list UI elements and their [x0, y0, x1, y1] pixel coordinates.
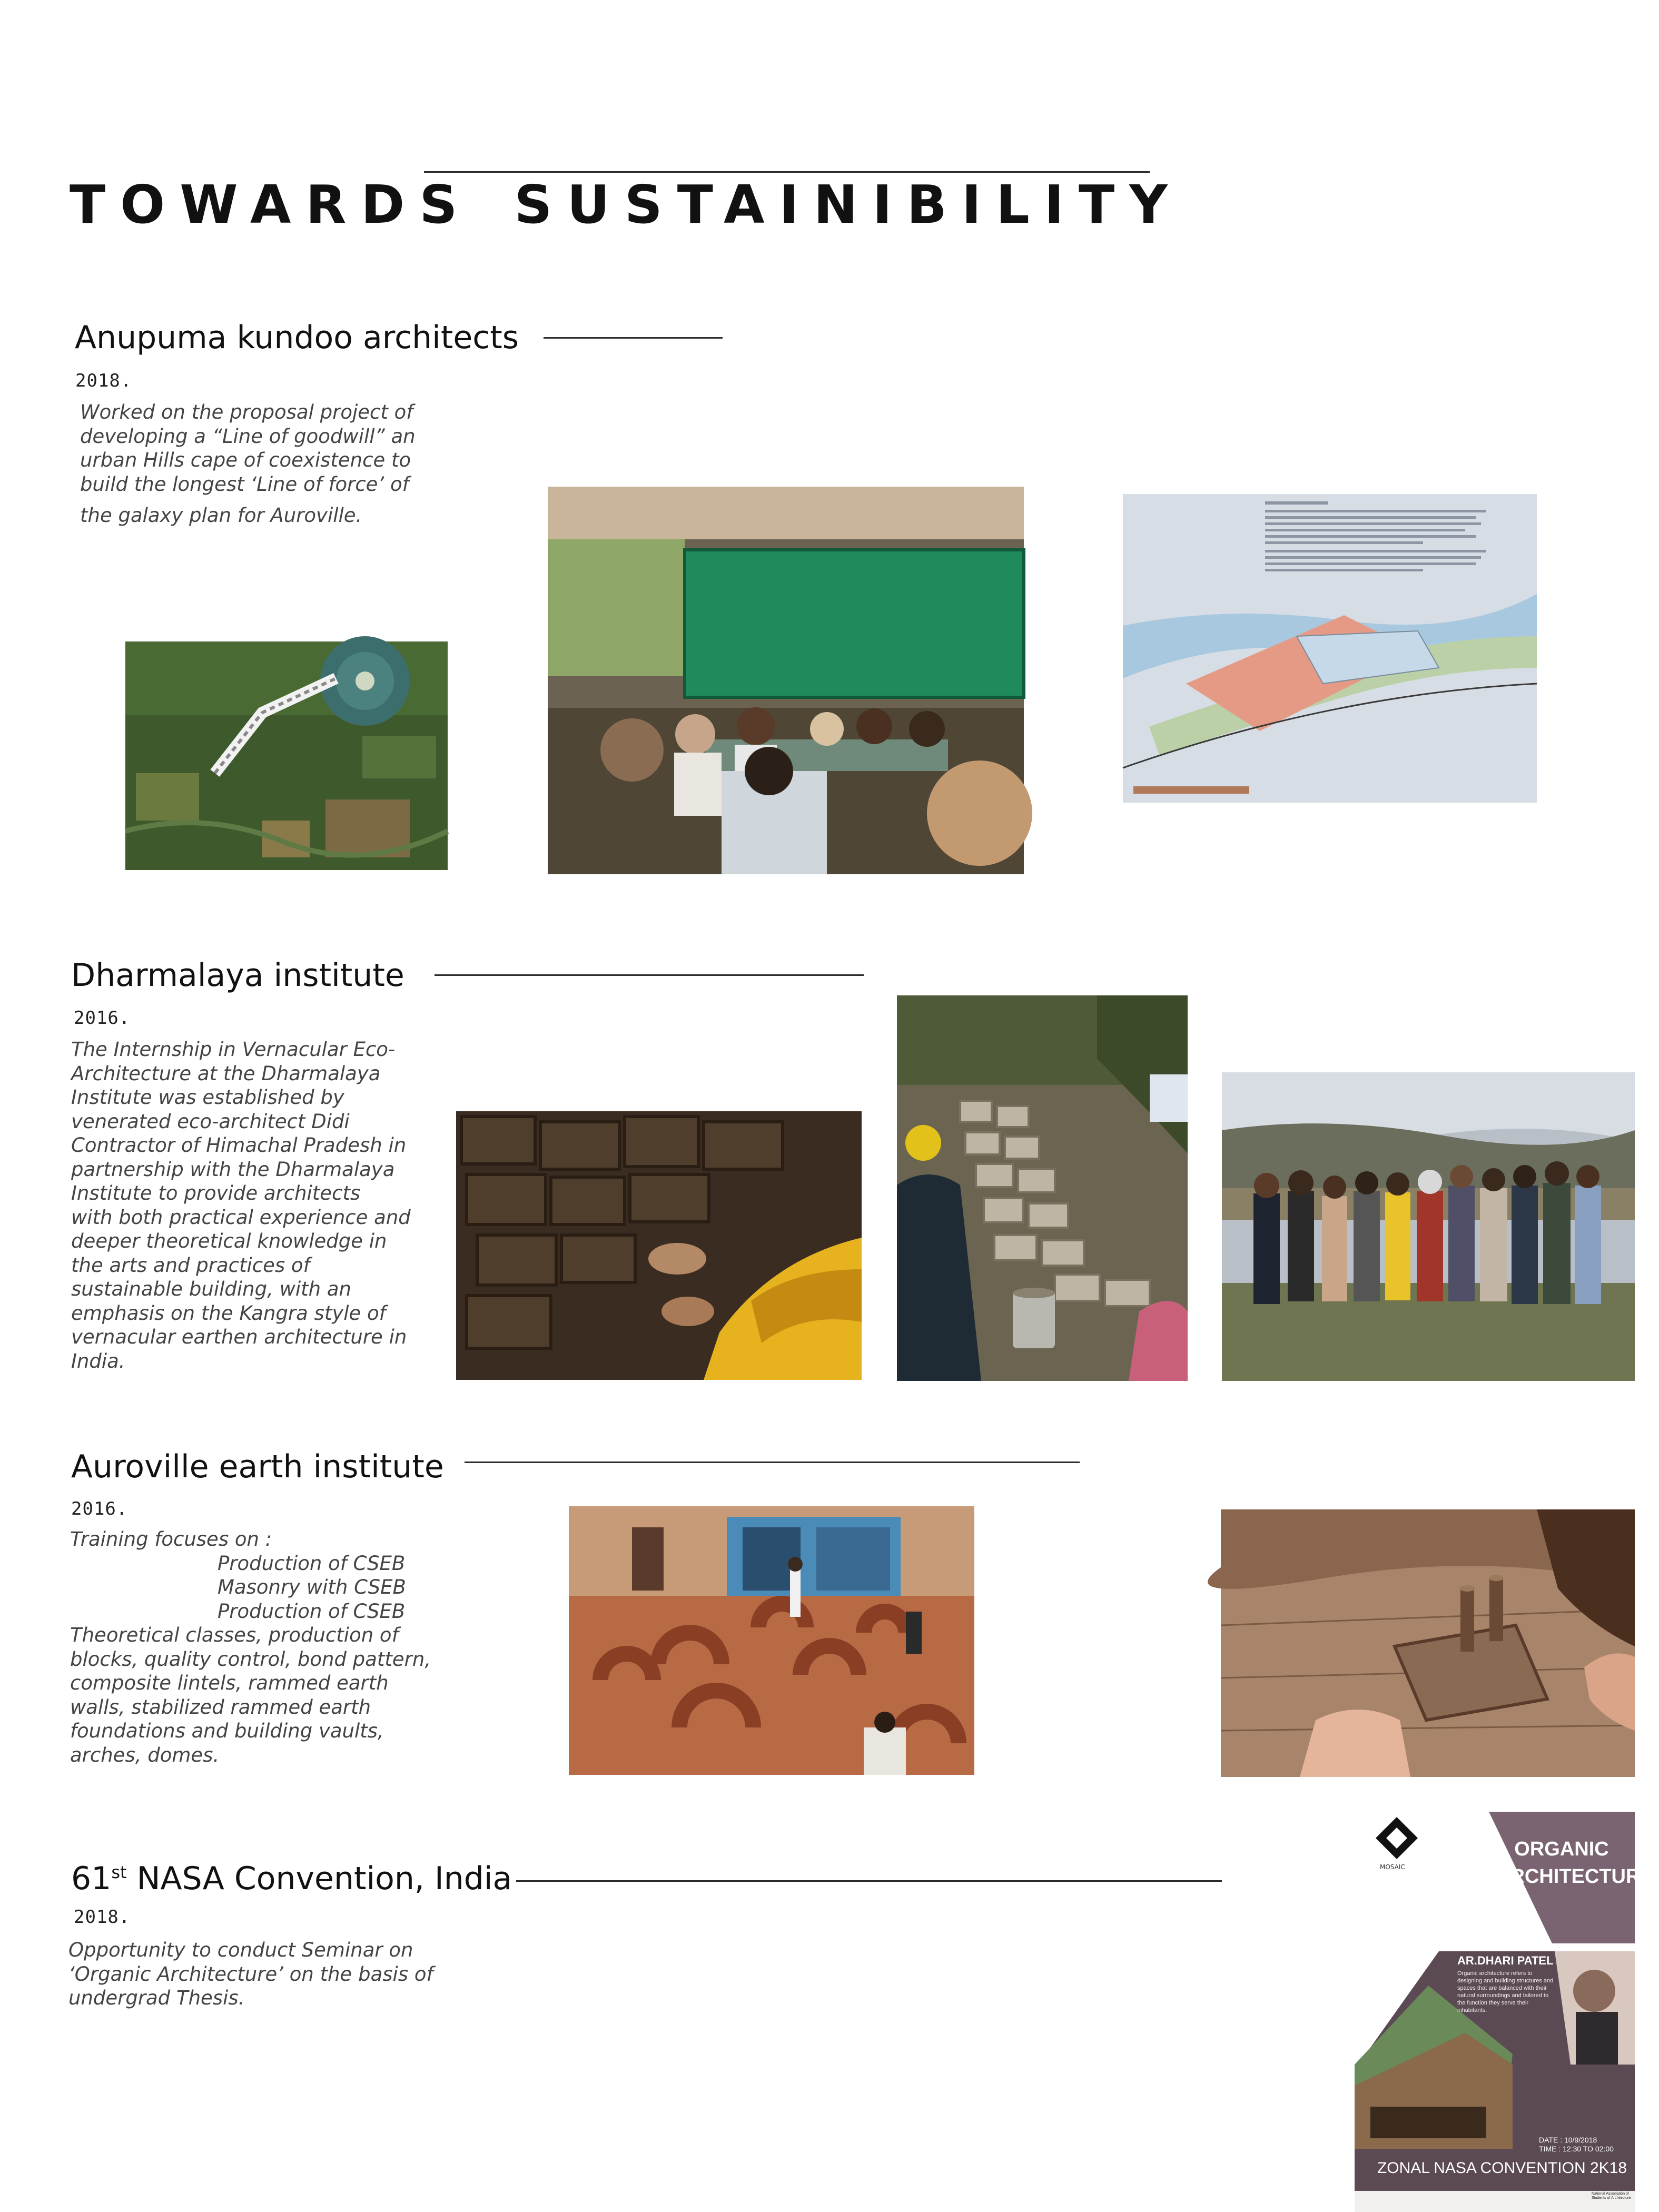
page-title-word-2: SUSTAINIBILITY [514, 174, 1182, 235]
mosaic-logo-icon [1376, 1817, 1418, 1859]
organic-architecture-poster [1355, 1812, 1654, 2212]
desc-line: Architecture at the Dharmalaya [71, 1062, 381, 1085]
section-heading-anupuma: Anupuma kundoo architects [75, 319, 519, 356]
desc-line: emphasis on the Kangra style of [71, 1301, 386, 1325]
cseb-arches-workshop-photo [569, 1506, 974, 1775]
desc-line: The Internship in Vernacular Eco- [71, 1038, 396, 1061]
mud-brick-making-photo [456, 1111, 862, 1380]
proposal-plan-document-photo [1123, 494, 1537, 803]
list-item: Production of CSEB [218, 1552, 406, 1575]
desc-line: build the longest ‘Line of force’ of [80, 472, 409, 496]
section-year-dharmalaya: 2016. [74, 1008, 131, 1029]
block-press-hands-photo [1221, 1509, 1635, 1777]
desc-line: venerated eco-architect Didi [71, 1110, 350, 1133]
list-item: Masonry with CSEB [218, 1576, 406, 1598]
section-heading-nasa [71, 1860, 512, 1897]
desc-line: sustainable building, with an [71, 1278, 351, 1300]
workshop-meeting-photo [548, 487, 1024, 874]
desc-line: urban Hills cape of coexistence to [80, 449, 411, 471]
section-year-anupuma: 2018. [75, 370, 132, 391]
poster-time-label: TIME [1539, 2145, 1557, 2153]
poster-blurb: Organic architecture refers to designing and building structures and spaces that are balanced with their natural surroundings and tailored to the function they serve their inhabitants. [1457, 1970, 1554, 2013]
heading-ordinal: st [111, 1862, 127, 1882]
training-intro: Training focuses on : [70, 1528, 272, 1551]
desc-line: Institute to provide architects [71, 1182, 361, 1204]
poster-logo-label: MOSAIC [1380, 1863, 1405, 1871]
desc-line: Institute was established by [71, 1086, 344, 1109]
section-description-auroville [70, 1527, 433, 1767]
page-title-word-1: TOWARDS [70, 174, 472, 235]
desc-line: Opportunity to conduct Seminar on [68, 1939, 413, 1961]
title-top-rule [424, 171, 1150, 173]
drying-bricks-slope-photo [897, 995, 1188, 1381]
section-year-auroville: 2016. [71, 1498, 128, 1519]
poster-date-value: : 10/9/2018 [1560, 2136, 1597, 2144]
desc-line: walls, stabilized rammed earth [70, 1695, 371, 1719]
heading-number: 61 [71, 1860, 112, 1897]
poster-event-title: ZONAL NASA CONVENTION 2K18 [1377, 2159, 1627, 2177]
desc-line: deeper theoretical knowledge in [71, 1230, 387, 1252]
poster-time-value: : 12:30 TO 02:00 [1558, 2145, 1614, 2153]
poster-date-time [1539, 2136, 1614, 2154]
desc-line: India. [71, 1349, 125, 1372]
section-heading-auroville: Auroville earth institute [71, 1448, 444, 1485]
satellite-map-photo [125, 641, 448, 870]
page-title [70, 174, 1182, 235]
desc-line: developing a “Line of goodwill” an [80, 424, 416, 448]
section-description-dharmalaya [71, 1038, 412, 1373]
desc-line: the galaxy plan for Auroville. [80, 504, 362, 527]
desc-line: foundations and building vaults, [70, 1720, 384, 1742]
poster-title-line-1: ORGANIC [1514, 1838, 1609, 1860]
section-rule-anupuma [544, 337, 723, 339]
poster-title [1496, 1835, 1654, 1890]
section-rule-dharmalaya [434, 974, 864, 976]
section-rule-auroville [465, 1461, 1080, 1463]
section-rule-nasa [516, 1880, 1222, 1882]
poster-title-line-2: ARCHITECTURE [1496, 1865, 1654, 1888]
desc-line: composite lintels, rammed earth [70, 1672, 389, 1694]
poster-date-label: DATE [1539, 2136, 1558, 2144]
list-item: Production of CSEB [218, 1599, 406, 1623]
desc-line: with both practical experience and [71, 1206, 411, 1229]
heading-text: NASA Convention, India [126, 1860, 512, 1897]
section-year-nasa: 2018. [74, 1907, 131, 1928]
desc-line: ‘Organic Architecture’ on the basis of [68, 1962, 433, 1986]
desc-line: the arts and practices of [71, 1253, 310, 1277]
desc-line: Theoretical classes, production of [70, 1624, 399, 1646]
desc-line: vernacular earthen architecture in [71, 1326, 407, 1348]
desc-line: Worked on the proposal project of [80, 401, 413, 423]
desc-line: arches, domes. [70, 1743, 220, 1766]
dharmalaya-group-photo [1222, 1072, 1635, 1381]
desc-line: undergrad Thesis. [68, 1987, 245, 2009]
desc-line: Contractor of Himachal Pradesh in [71, 1134, 407, 1157]
section-description-anupuma [80, 400, 445, 528]
desc-line: blocks, quality control, bond pattern, [70, 1647, 431, 1671]
training-list [70, 1552, 433, 1624]
section-description-nasa [68, 1938, 448, 2010]
desc-line: partnership with the Dharmalaya [71, 1158, 395, 1181]
poster-speaker: AR.DHARI PATEL [1457, 1954, 1554, 1967]
poster-footer-org: National Association of Students of Architecture [1592, 2192, 1631, 2200]
section-heading-dharmalaya: Dharmalaya institute [71, 957, 404, 994]
